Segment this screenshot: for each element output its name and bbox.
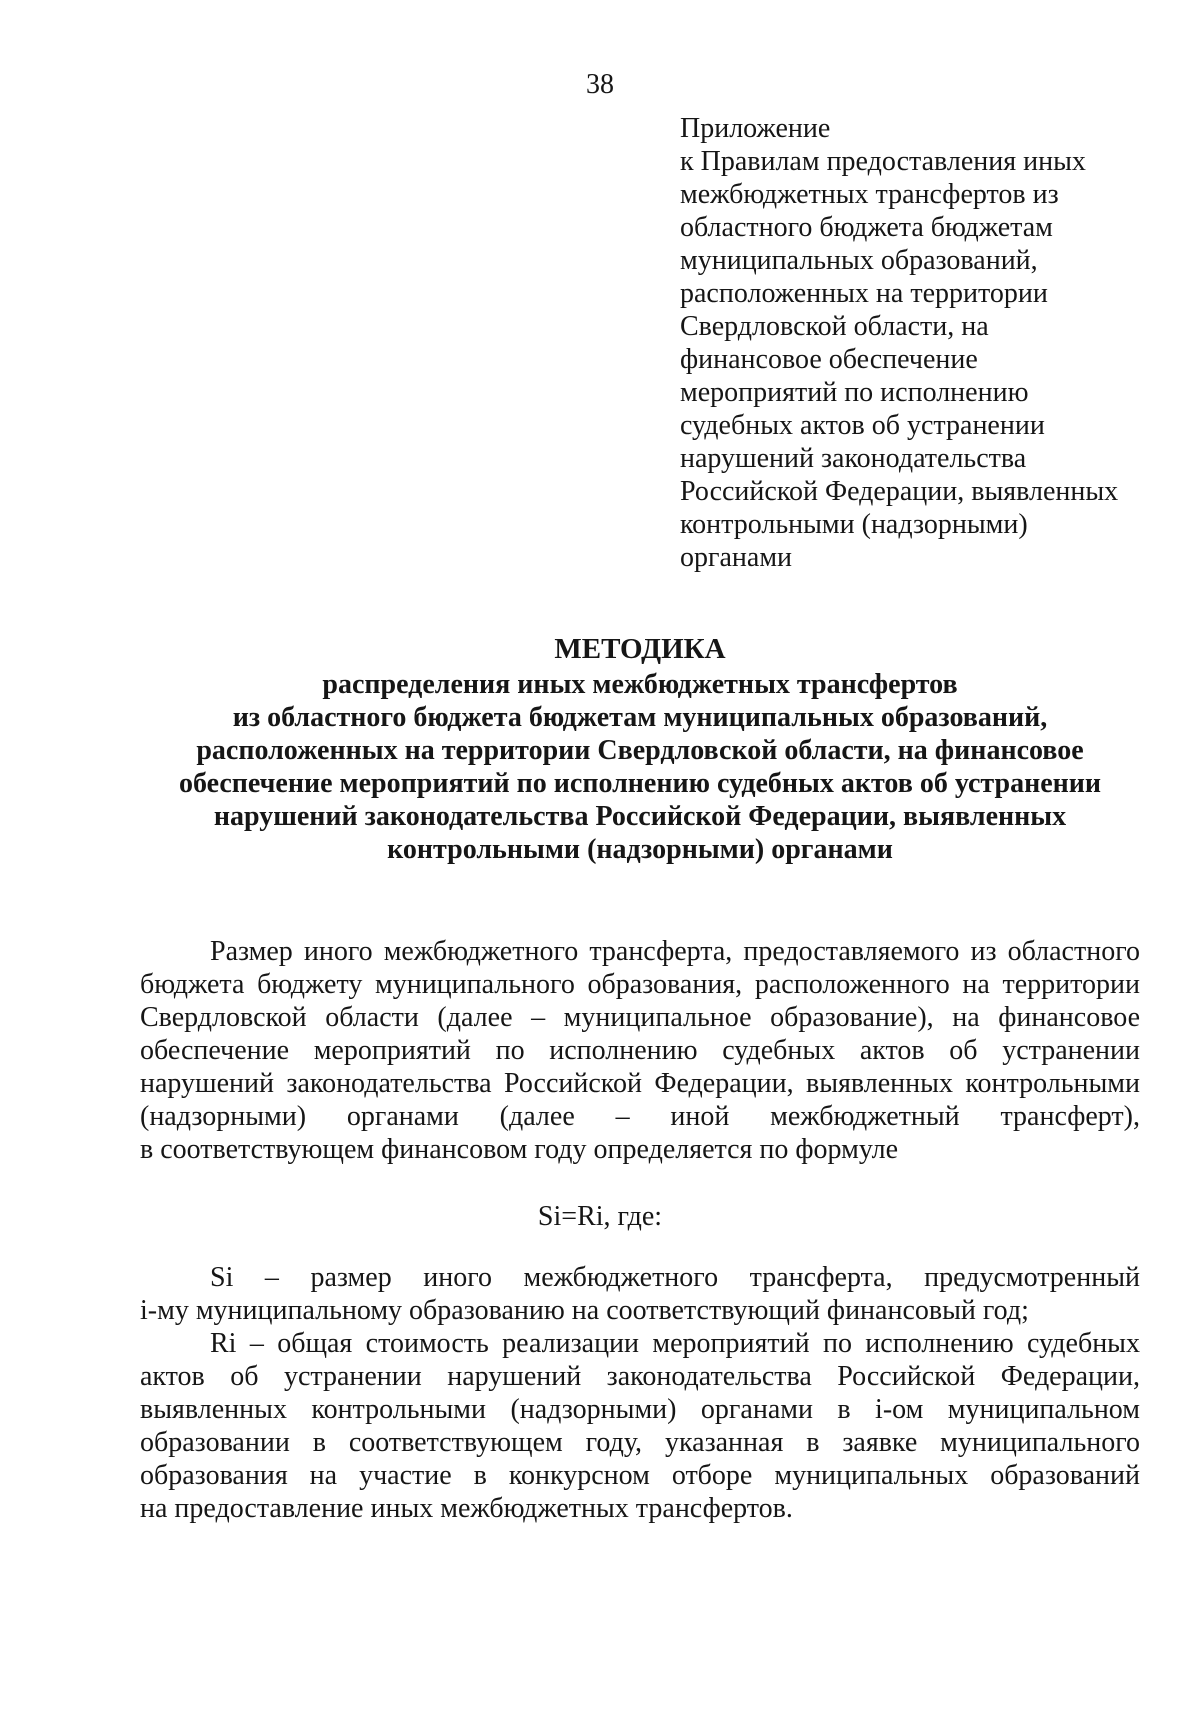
document-title: МЕТОДИКА <box>554 633 726 665</box>
appendix-line: контрольными (надзорными) <box>680 509 1028 540</box>
appendix-line: муниципальных образований, <box>680 245 1038 276</box>
paragraph-line: актов об устранении нарушений законодательства Российской Федерации, <box>140 1361 1140 1392</box>
paragraph-line: нарушений законодательства Российской Федерации, выявленных контрольными <box>140 1068 1140 1099</box>
appendix-line: расположенных на территории <box>680 278 1048 309</box>
appendix-line: областного бюджета бюджетам <box>680 212 1053 243</box>
paragraph-line: на предоставление иных межбюджетных трансфертов. <box>140 1493 793 1524</box>
document-title-block <box>130 632 1150 866</box>
page-number: 38 <box>586 69 614 100</box>
document-subtitle-line: контрольными (надзорными) органами <box>387 834 893 865</box>
document-subtitle-line: расположенных на территории Свердловской области, на финансовое <box>196 735 1084 766</box>
appendix-line: судебных актов об устранении <box>680 410 1045 441</box>
paragraph-line: образовании в соответствующем году, указанная в заявке муниципального <box>140 1427 1140 1458</box>
appendix-heading <box>680 112 1150 574</box>
paragraph-line: образования на участие в конкурсном отборе муниципальных образований <box>140 1460 1140 1491</box>
appendix-line: органами <box>680 542 793 573</box>
paragraph-line: бюджета бюджету муниципального образования, расположенного на территории <box>140 969 1140 1000</box>
paragraph-ri-definition <box>140 1327 1140 1525</box>
paragraph-line: Si – размер иного межбюджетного трансферта, предусмотренный <box>210 1262 1140 1293</box>
appendix-line: финансовое обеспечение <box>680 344 978 375</box>
document-subtitle-line: нарушений законодательства Российской Федерации, выявленных <box>213 801 1067 832</box>
appendix-line: к Правилам предоставления иных <box>680 146 1086 177</box>
paragraph-line: Ri – общая стоимость реализации мероприятий по исполнению судебных <box>210 1328 1140 1359</box>
document-subtitle-line: распределения иных межбюджетных трансфертов <box>322 669 958 700</box>
appendix-line: Российской Федерации, выявленных <box>680 476 1119 507</box>
paragraph-line: в соответствующем финансовом году определяется по формуле <box>140 1134 898 1165</box>
paragraph-transfer-size <box>140 935 1140 1166</box>
paragraph-line: (надзорными) органами (далее – иной межбюджетный трансферт), <box>140 1101 1140 1132</box>
paragraph-line: обеспечение мероприятий по исполнению судебных актов об устранении <box>140 1035 1140 1066</box>
document-subtitle-line: обеспечение мероприятий по исполнению судебных актов об устранении <box>178 768 1102 799</box>
appendix-line: Свердловской области, на <box>680 311 989 342</box>
paragraph-si-definition <box>140 1261 1140 1327</box>
appendix-line: нарушений законодательства <box>680 443 1027 474</box>
paragraph-line: Свердловской области (далее – муниципальное образование), на финансовое <box>140 1002 1140 1033</box>
appendix-line: мероприятий по исполнению <box>680 377 1029 408</box>
document-subtitle-line: из областного бюджета бюджетам муниципальных образований, <box>232 702 1048 733</box>
formula: Si=Ri, где: <box>537 1201 663 1232</box>
paragraph-line: i-му муниципальному образованию на соответствующий финансовый год; <box>140 1295 1029 1326</box>
paragraph-line: Размер иного межбюджетного трансферта, предоставляемого из областного <box>210 936 1140 967</box>
appendix-line: межбюджетных трансфертов из <box>680 179 1059 210</box>
paragraph-line: выявленных контрольными (надзорными) органами в i-ом муниципальном <box>140 1394 1140 1425</box>
appendix-line: Приложение <box>680 113 831 144</box>
